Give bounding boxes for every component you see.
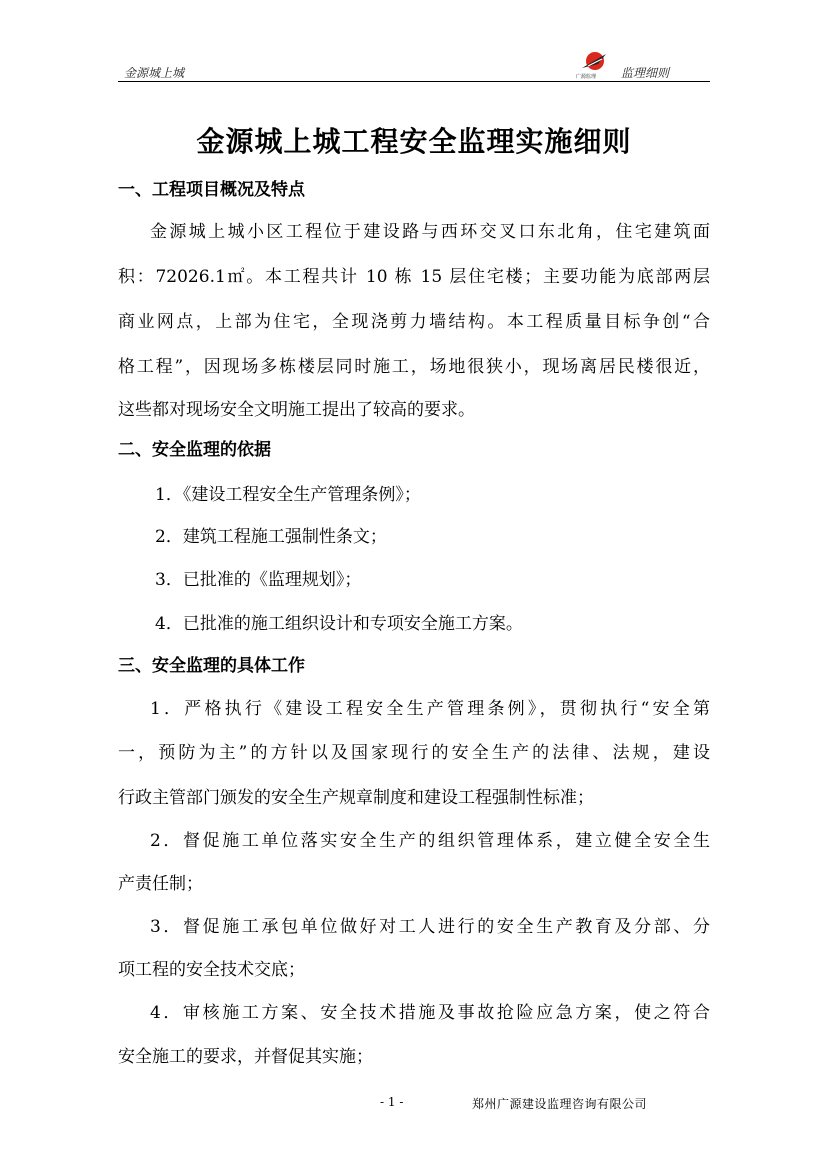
- section-1-line: 这些都对现场安全文明施工提出了较高的要求。: [118, 400, 475, 420]
- section-2-item: 1．《建设工程安全生产管理条例》；: [155, 485, 421, 505]
- footer-company: 郑州广源建设监理咨询有限公司: [472, 1097, 648, 1111]
- section-1-line: 商业网点，上部为住宅，全现浇剪力墙结构。本工程质量目标争创“合: [118, 312, 710, 332]
- header-right-text: 监理细则: [621, 66, 670, 80]
- section-3-line: 4．审核施工方案、安全技术措施及事故抢险应急方案，使之符合: [150, 1003, 710, 1023]
- section-3-line: 一，预防为主”的方针以及国家现行的安全生产的法律、法规，建设: [118, 743, 710, 763]
- section-1-line: 格工程”，因现场多栋楼层同时施工，场地很狭小，现场离居民楼很近，: [118, 357, 710, 377]
- page-number: - 1 -: [380, 1095, 404, 1109]
- document-title: 金源城上城工程安全监理实施细则: [196, 125, 632, 158]
- section-3-line: 安全施工的要求，并督促其实施；: [118, 1047, 373, 1067]
- section-2-item: 3．已批准的《监理规划》；: [155, 570, 362, 590]
- section-3-line: 产责任制；: [118, 874, 203, 894]
- section-3-line: 行政主管部门颁发的安全生产规章制度和建设工程强制性标准；: [118, 788, 594, 808]
- section-3-line: 3．督促施工承包单位做好对工人进行的安全生产教育及分部、分: [150, 917, 710, 937]
- section-3-line: 1．严格执行《建设工程安全生产管理条例》，贯彻执行“安全第: [150, 699, 710, 719]
- section-2-item: 2．建筑工程施工强制性条文；: [155, 527, 387, 547]
- section-3-heading: 三、安全监理的具体工作: [118, 656, 305, 676]
- section-1-line: 积：72026.1㎡。本工程共计 10 栋 15 层住宅楼；主要功能为底部两层: [118, 267, 710, 287]
- section-1-heading: 一、工程项目概况及特点: [118, 180, 305, 200]
- section-2-item: 4．已批准的施工组织设计和专项安全施工方案。: [155, 614, 523, 634]
- logo-text: 广源监理: [576, 74, 597, 80]
- section-3-line: 项工程的安全技术交底；: [118, 960, 305, 980]
- header-divider: [118, 81, 710, 82]
- section-2-heading: 二、安全监理的依据: [118, 440, 271, 460]
- logo-icon: [576, 50, 612, 80]
- header-left-text: 金源城上城: [124, 66, 185, 80]
- company-logo: [576, 50, 612, 80]
- section-3-line: 2．督促施工单位落实安全生产的组织管理体系，建立健全安全生: [150, 831, 710, 851]
- section-1-line: 金源城上城小区工程位于建设路与西环交叉口东北角，住宅建筑面: [150, 222, 710, 242]
